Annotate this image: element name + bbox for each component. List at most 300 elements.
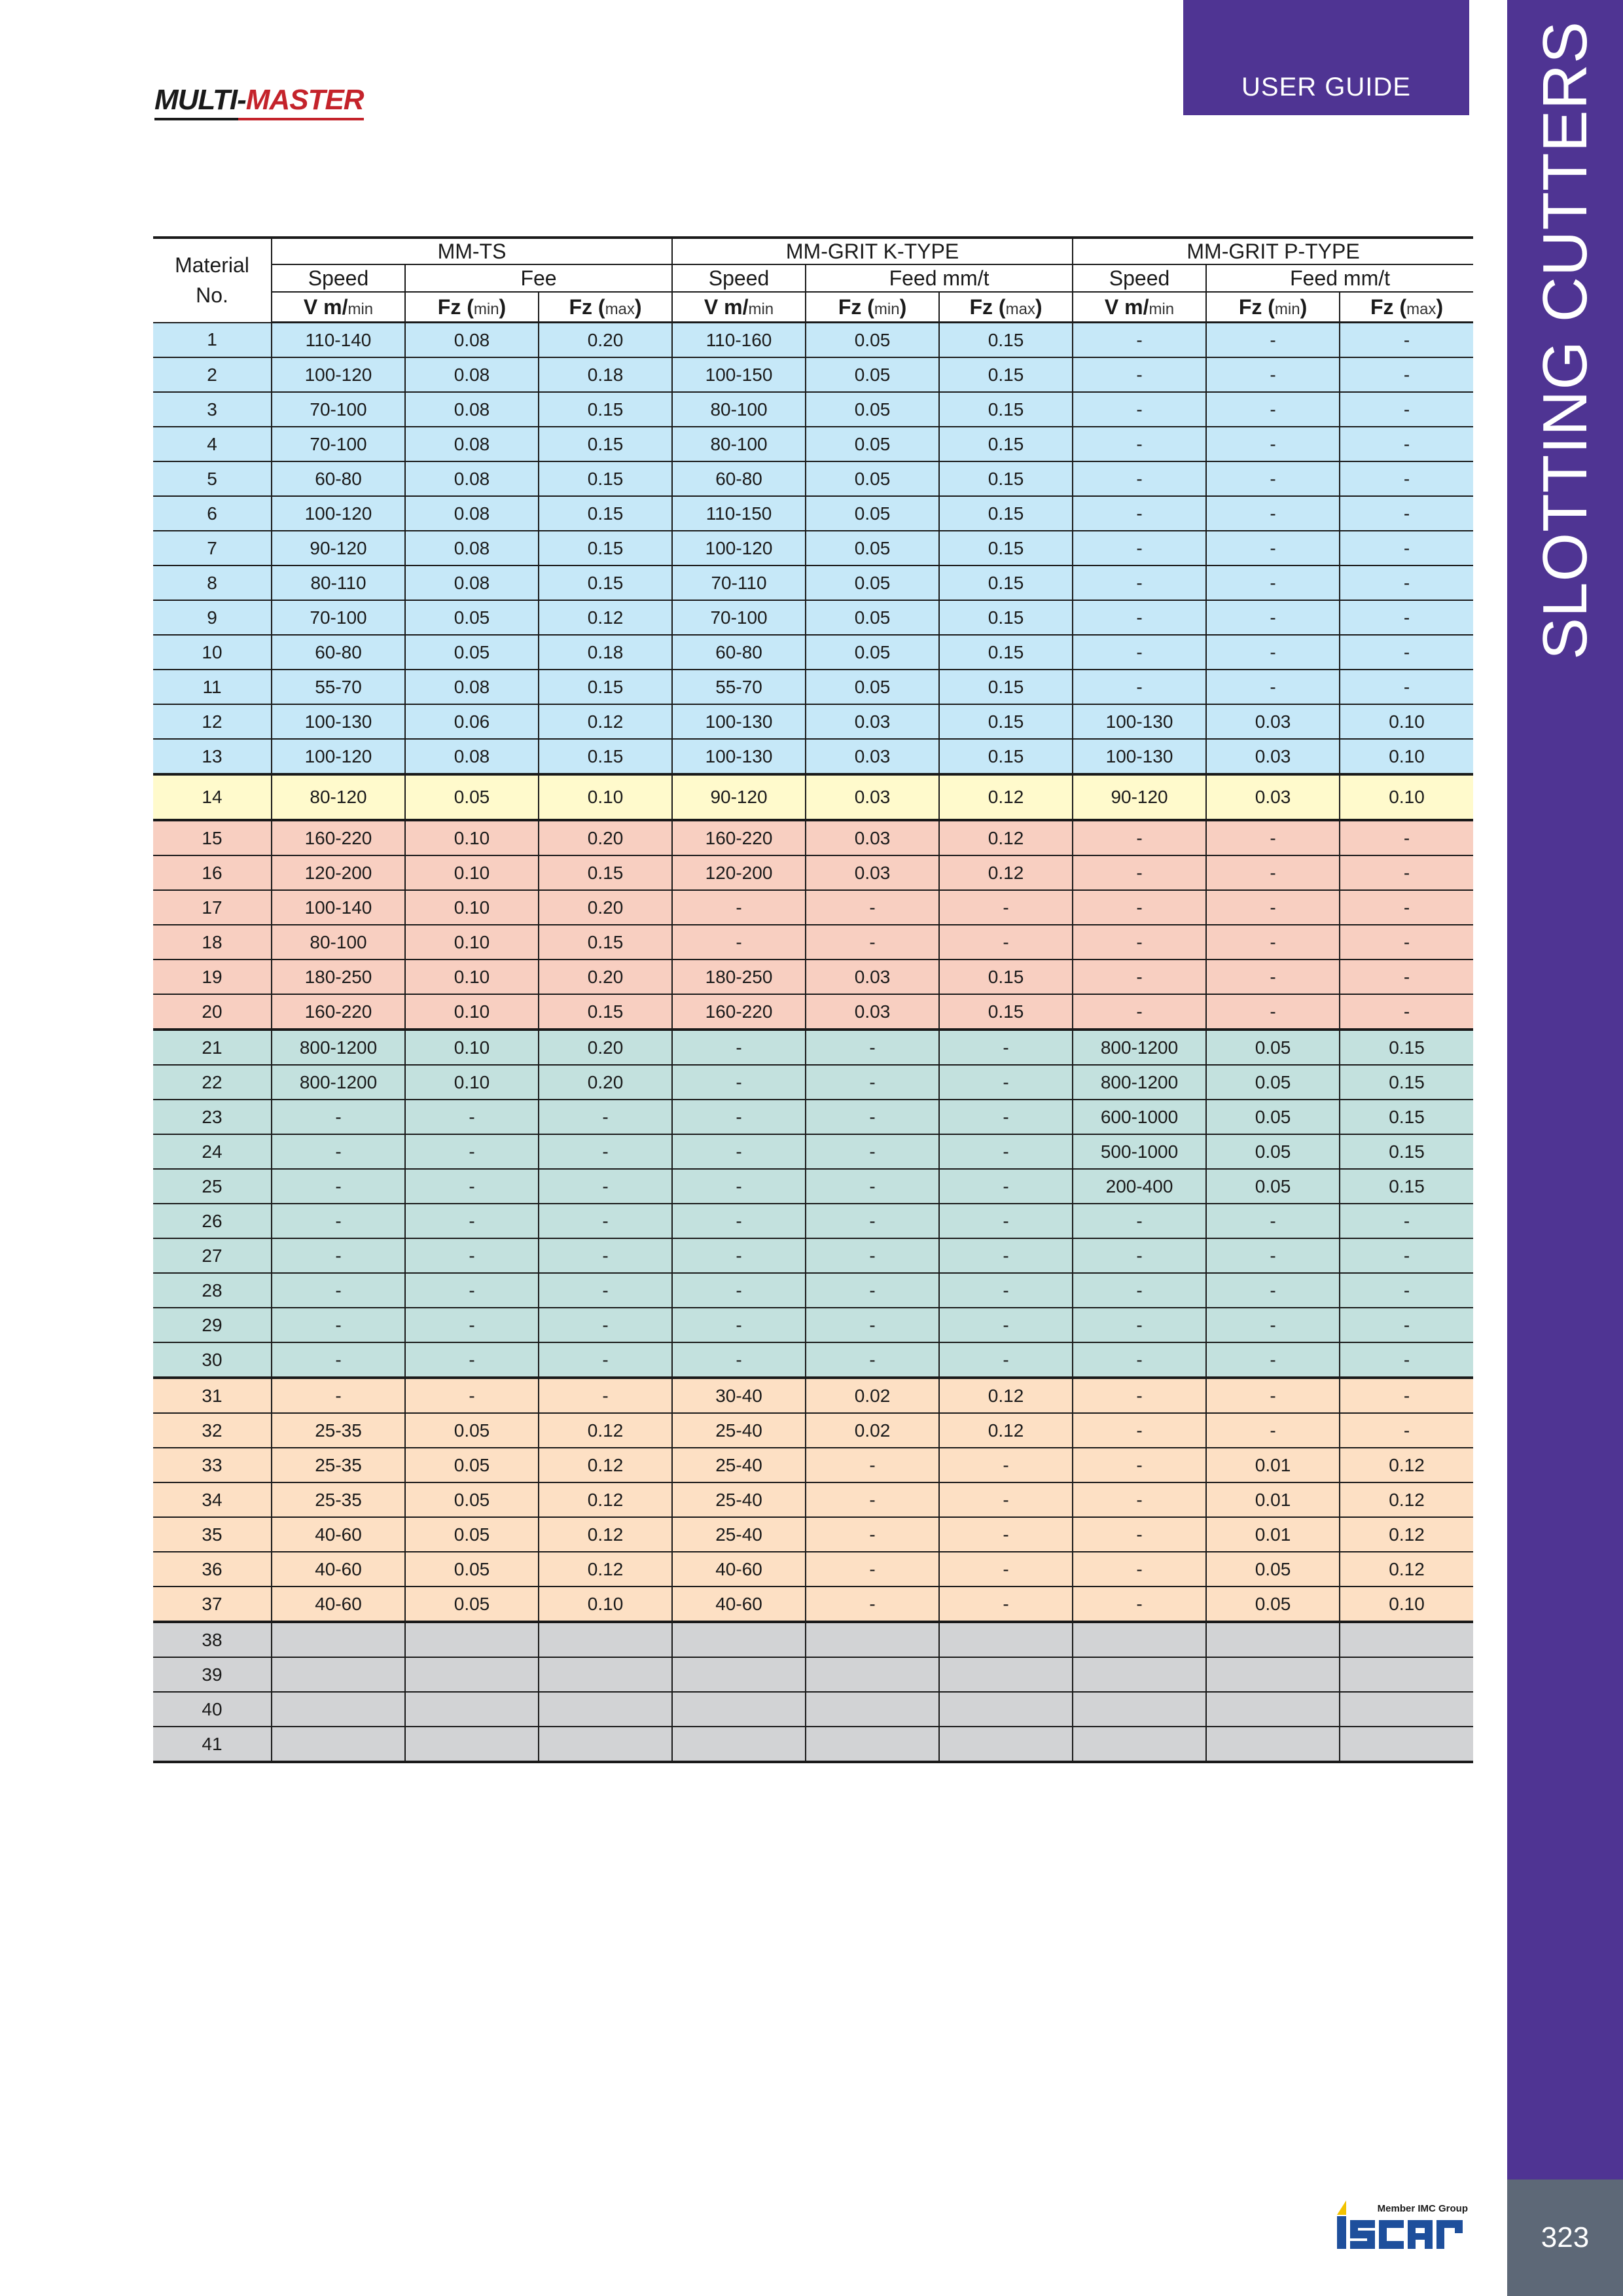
value-cell xyxy=(1073,1657,1206,1692)
value-cell: 0.05 xyxy=(1206,1134,1340,1169)
value-cell: 0.15 xyxy=(939,739,1073,774)
value-cell: - xyxy=(939,1482,1073,1517)
value-cell: - xyxy=(539,1273,672,1308)
value-cell: 0.05 xyxy=(1206,1587,1340,1622)
value-cell: - xyxy=(1206,1413,1340,1448)
table-row xyxy=(153,1030,1473,1065)
section-title: SLOTTING CUTTERS xyxy=(1530,20,1600,660)
fz-max-header: Fz (max) xyxy=(539,292,672,323)
material-no-cell: 28 xyxy=(153,1273,272,1308)
value-cell: 0.05 xyxy=(806,670,939,704)
value-cell: - xyxy=(1340,994,1473,1030)
material-no-cell: 29 xyxy=(153,1308,272,1342)
value-cell: 0.15 xyxy=(539,739,672,774)
value-cell: 0.18 xyxy=(539,635,672,670)
value-cell: - xyxy=(272,1378,405,1413)
value-cell: 0.03 xyxy=(806,704,939,739)
value-cell: 0.12 xyxy=(939,855,1073,890)
brand-logo-underline xyxy=(154,118,364,120)
value-cell: - xyxy=(806,1342,939,1378)
value-cell: - xyxy=(1206,1273,1340,1308)
value-cell: - xyxy=(272,1169,405,1204)
value-cell xyxy=(1073,1727,1206,1762)
value-cell: - xyxy=(806,1065,939,1100)
value-cell: 0.10 xyxy=(405,890,539,925)
value-cell: 0.01 xyxy=(1206,1482,1340,1517)
value-cell: - xyxy=(1206,357,1340,392)
value-cell: 0.01 xyxy=(1206,1448,1340,1482)
value-cell: 0.10 xyxy=(1340,704,1473,739)
value-cell: - xyxy=(1206,531,1340,565)
value-cell: 0.05 xyxy=(806,565,939,600)
value-cell: 70-100 xyxy=(272,600,405,635)
value-cell: 0.15 xyxy=(939,704,1073,739)
value-cell: 0.05 xyxy=(806,600,939,635)
table-row xyxy=(153,531,1473,565)
value-cell: 0.15 xyxy=(939,357,1073,392)
value-cell: 180-250 xyxy=(672,960,806,994)
value-cell: 0.15 xyxy=(939,600,1073,635)
material-no-cell: 31 xyxy=(153,1378,272,1413)
value-cell: - xyxy=(1340,670,1473,704)
value-cell: - xyxy=(1073,323,1206,358)
value-cell: 0.03 xyxy=(806,820,939,855)
table-row xyxy=(153,1448,1473,1482)
material-no-cell: 23 xyxy=(153,1100,272,1134)
value-cell: - xyxy=(405,1100,539,1134)
value-cell: 0.05 xyxy=(405,600,539,635)
value-cell: - xyxy=(1073,1342,1206,1378)
value-cell: 0.10 xyxy=(405,960,539,994)
value-cell: 0.20 xyxy=(539,323,672,358)
value-cell: 0.05 xyxy=(806,635,939,670)
feed-header: Feed mm/t xyxy=(806,264,1073,292)
value-cell: - xyxy=(1340,925,1473,960)
value-cell: 0.12 xyxy=(539,704,672,739)
material-no-cell: 3 xyxy=(153,392,272,427)
value-cell: - xyxy=(1340,960,1473,994)
value-cell: 0.12 xyxy=(539,1517,672,1552)
value-cell: - xyxy=(1206,960,1340,994)
value-cell: - xyxy=(1206,890,1340,925)
material-no-cell: 37 xyxy=(153,1587,272,1622)
value-cell: 0.05 xyxy=(405,774,539,820)
value-cell: - xyxy=(1206,994,1340,1030)
value-cell: 0.05 xyxy=(806,392,939,427)
value-cell: 90-120 xyxy=(1073,774,1206,820)
table-row xyxy=(153,994,1473,1030)
value-cell: 25-35 xyxy=(272,1482,405,1517)
value-cell xyxy=(939,1727,1073,1762)
value-cell: 0.10 xyxy=(539,1587,672,1622)
value-cell xyxy=(539,1692,672,1727)
value-cell: 0.15 xyxy=(539,531,672,565)
value-cell: - xyxy=(1073,496,1206,531)
value-cell xyxy=(539,1727,672,1762)
value-cell xyxy=(1206,1692,1340,1727)
value-cell: - xyxy=(1073,1273,1206,1308)
value-cell: 0.08 xyxy=(405,739,539,774)
value-cell: - xyxy=(1340,357,1473,392)
material-no-cell: 7 xyxy=(153,531,272,565)
value-cell: - xyxy=(1206,1342,1340,1378)
table-row xyxy=(153,1692,1473,1727)
value-cell: 180-250 xyxy=(272,960,405,994)
value-cell: - xyxy=(405,1342,539,1378)
table-row xyxy=(153,890,1473,925)
value-cell: 0.10 xyxy=(405,820,539,855)
value-cell xyxy=(1340,1622,1473,1657)
value-cell: 160-220 xyxy=(272,820,405,855)
value-cell: 0.06 xyxy=(405,704,539,739)
table-row xyxy=(153,1587,1473,1622)
value-cell: - xyxy=(806,1308,939,1342)
value-cell: - xyxy=(1206,496,1340,531)
table-row xyxy=(153,1308,1473,1342)
value-cell xyxy=(1073,1622,1206,1657)
value-cell: - xyxy=(1206,565,1340,600)
value-cell: 90-120 xyxy=(672,774,806,820)
value-cell: - xyxy=(672,1342,806,1378)
value-cell: 160-220 xyxy=(672,820,806,855)
value-cell: - xyxy=(806,1448,939,1482)
value-cell: - xyxy=(806,1517,939,1552)
value-cell: 0.05 xyxy=(405,1482,539,1517)
value-cell: 0.05 xyxy=(1206,1065,1340,1100)
value-cell: 0.05 xyxy=(405,1413,539,1448)
value-cell: - xyxy=(672,1100,806,1134)
value-cell: - xyxy=(806,1552,939,1587)
material-no-cell: 19 xyxy=(153,960,272,994)
value-cell: - xyxy=(1340,461,1473,496)
value-cell: - xyxy=(1073,565,1206,600)
value-cell: 0.08 xyxy=(405,427,539,461)
table-row xyxy=(153,427,1473,461)
value-cell: 0.05 xyxy=(806,496,939,531)
value-cell: 0.12 xyxy=(939,1378,1073,1413)
value-cell: - xyxy=(1206,855,1340,890)
value-cell: - xyxy=(405,1134,539,1169)
value-cell: 40-60 xyxy=(672,1552,806,1587)
value-cell: - xyxy=(1206,635,1340,670)
value-cell: - xyxy=(806,925,939,960)
value-cell: - xyxy=(272,1308,405,1342)
value-cell: - xyxy=(1073,1378,1206,1413)
value-cell: - xyxy=(1206,600,1340,635)
value-cell: 0.08 xyxy=(405,392,539,427)
material-header-line2: No. xyxy=(196,283,228,308)
value-cell: - xyxy=(1073,357,1206,392)
group-header-p-type: MM-GRIT P-TYPE xyxy=(1073,238,1473,264)
value-cell: - xyxy=(1206,1308,1340,1342)
material-no-cell: 25 xyxy=(153,1169,272,1204)
group-header-mm-ts: MM-TS xyxy=(272,238,672,264)
value-cell: - xyxy=(806,890,939,925)
value-cell: - xyxy=(1073,960,1206,994)
value-cell xyxy=(272,1622,405,1657)
material-no-cell: 6 xyxy=(153,496,272,531)
table-row xyxy=(153,1100,1473,1134)
value-cell: - xyxy=(1340,820,1473,855)
value-cell: 0.12 xyxy=(539,1482,672,1517)
value-cell: - xyxy=(272,1238,405,1273)
value-cell: - xyxy=(672,1169,806,1204)
value-cell: - xyxy=(405,1378,539,1413)
value-cell: 100-130 xyxy=(672,739,806,774)
value-cell: 25-40 xyxy=(672,1413,806,1448)
material-no-cell: 38 xyxy=(153,1622,272,1657)
value-cell: - xyxy=(672,1065,806,1100)
value-cell: - xyxy=(1206,427,1340,461)
fz-max-header: Fz (max) xyxy=(1340,292,1473,323)
value-cell: - xyxy=(1206,1238,1340,1273)
value-cell: 0.15 xyxy=(1340,1065,1473,1100)
value-cell: 60-80 xyxy=(272,461,405,496)
value-cell: - xyxy=(1340,427,1473,461)
value-cell xyxy=(272,1692,405,1727)
value-cell: 0.15 xyxy=(1340,1134,1473,1169)
value-cell: 600-1000 xyxy=(1073,1100,1206,1134)
value-cell: 40-60 xyxy=(272,1587,405,1622)
value-cell: 0.08 xyxy=(405,531,539,565)
value-cell: - xyxy=(1073,531,1206,565)
value-cell: 25-40 xyxy=(672,1482,806,1517)
value-cell: - xyxy=(1073,1238,1206,1273)
value-cell: - xyxy=(1340,565,1473,600)
value-cell: 0.15 xyxy=(539,670,672,704)
value-cell: - xyxy=(672,1273,806,1308)
material-header xyxy=(153,238,272,323)
brand-logo-part2: MASTER xyxy=(245,84,364,116)
material-no-cell: 22 xyxy=(153,1065,272,1100)
value-cell: - xyxy=(1073,635,1206,670)
brand-logo-part1: MULTI- xyxy=(154,84,246,116)
value-cell xyxy=(939,1692,1073,1727)
value-cell: - xyxy=(1073,670,1206,704)
value-cell: 200-400 xyxy=(1073,1169,1206,1204)
value-cell: - xyxy=(1340,1413,1473,1448)
value-cell: - xyxy=(272,1134,405,1169)
value-cell: - xyxy=(1340,1204,1473,1238)
value-cell: 0.03 xyxy=(806,774,939,820)
header-row-units xyxy=(153,292,1473,323)
fz-max-header: Fz (max) xyxy=(939,292,1073,323)
value-cell: - xyxy=(939,1517,1073,1552)
value-cell: 55-70 xyxy=(272,670,405,704)
value-cell: - xyxy=(1073,1587,1206,1622)
material-no-cell: 17 xyxy=(153,890,272,925)
value-cell: - xyxy=(939,1204,1073,1238)
value-cell: 25-35 xyxy=(272,1448,405,1482)
value-cell: 0.05 xyxy=(806,531,939,565)
value-cell: 0.10 xyxy=(1340,1587,1473,1622)
speed-unit-header: V m/min xyxy=(1073,292,1206,323)
material-no-cell: 26 xyxy=(153,1204,272,1238)
speed-header: Speed xyxy=(672,264,806,292)
iscar-logo-icon xyxy=(1337,2200,1468,2253)
value-cell: - xyxy=(539,1169,672,1204)
value-cell: 800-1200 xyxy=(1073,1065,1206,1100)
value-cell: 60-80 xyxy=(272,635,405,670)
material-header-line1: Material xyxy=(175,253,249,278)
value-cell xyxy=(672,1727,806,1762)
value-cell: 90-120 xyxy=(272,531,405,565)
table-row xyxy=(153,774,1473,820)
table-row xyxy=(153,1622,1473,1657)
table-row xyxy=(153,1657,1473,1692)
value-cell: 0.05 xyxy=(806,357,939,392)
material-no-cell: 35 xyxy=(153,1517,272,1552)
value-cell: 0.15 xyxy=(539,496,672,531)
table-row xyxy=(153,960,1473,994)
value-cell: 0.15 xyxy=(539,565,672,600)
value-cell: 0.08 xyxy=(405,496,539,531)
value-cell: 60-80 xyxy=(672,461,806,496)
value-cell xyxy=(405,1622,539,1657)
value-cell: 0.15 xyxy=(939,994,1073,1030)
value-cell: 110-150 xyxy=(672,496,806,531)
value-cell: 0.15 xyxy=(539,461,672,496)
table-row xyxy=(153,496,1473,531)
material-no-cell: 18 xyxy=(153,925,272,960)
value-cell: - xyxy=(1073,1204,1206,1238)
material-no-cell: 14 xyxy=(153,774,272,820)
value-cell: - xyxy=(539,1238,672,1273)
value-cell: 0.12 xyxy=(939,820,1073,855)
material-no-cell: 39 xyxy=(153,1657,272,1692)
value-cell: - xyxy=(939,925,1073,960)
table-row xyxy=(153,1169,1473,1204)
value-cell: 25-40 xyxy=(672,1517,806,1552)
material-no-cell: 24 xyxy=(153,1134,272,1169)
value-cell: - xyxy=(939,890,1073,925)
value-cell: 80-120 xyxy=(272,774,405,820)
table-row xyxy=(153,739,1473,774)
value-cell: - xyxy=(1340,323,1473,358)
value-cell: 0.15 xyxy=(939,427,1073,461)
table-row xyxy=(153,635,1473,670)
value-cell: - xyxy=(1206,323,1340,358)
value-cell: 70-100 xyxy=(272,427,405,461)
value-cell xyxy=(806,1727,939,1762)
value-cell: - xyxy=(1206,925,1340,960)
material-no-cell: 30 xyxy=(153,1342,272,1378)
value-cell: - xyxy=(806,1273,939,1308)
value-cell: - xyxy=(1340,1238,1473,1273)
material-no-cell: 34 xyxy=(153,1482,272,1517)
material-no-cell: 16 xyxy=(153,855,272,890)
value-cell xyxy=(672,1622,806,1657)
value-cell: 110-140 xyxy=(272,323,405,358)
value-cell: 100-130 xyxy=(1073,739,1206,774)
value-cell xyxy=(939,1622,1073,1657)
value-cell: - xyxy=(939,1169,1073,1204)
value-cell: 0.08 xyxy=(405,565,539,600)
value-cell: - xyxy=(1340,531,1473,565)
material-no-cell: 27 xyxy=(153,1238,272,1273)
value-cell: - xyxy=(939,1273,1073,1308)
value-cell: - xyxy=(539,1134,672,1169)
value-cell: 0.10 xyxy=(405,925,539,960)
value-cell: 100-150 xyxy=(672,357,806,392)
value-cell: - xyxy=(1340,1378,1473,1413)
value-cell: 800-1200 xyxy=(272,1030,405,1065)
value-cell: 40-60 xyxy=(272,1552,405,1587)
value-cell: 110-160 xyxy=(672,323,806,358)
value-cell: 0.15 xyxy=(939,635,1073,670)
value-cell: 40-60 xyxy=(672,1587,806,1622)
material-no-cell: 15 xyxy=(153,820,272,855)
value-cell: - xyxy=(1206,670,1340,704)
speed-header: Speed xyxy=(1073,264,1206,292)
iscar-wordmark-icon xyxy=(1337,2200,1468,2253)
value-cell: 55-70 xyxy=(672,670,806,704)
material-no-cell: 33 xyxy=(153,1448,272,1482)
table-row xyxy=(153,1065,1473,1100)
value-cell: - xyxy=(272,1204,405,1238)
value-cell: 0.03 xyxy=(806,855,939,890)
value-cell: - xyxy=(806,1238,939,1273)
value-cell: 0.15 xyxy=(1340,1030,1473,1065)
value-cell: 800-1200 xyxy=(1073,1030,1206,1065)
value-cell: - xyxy=(1340,1342,1473,1378)
value-cell: 160-220 xyxy=(272,994,405,1030)
value-cell: 0.05 xyxy=(1206,1100,1340,1134)
value-cell: 0.05 xyxy=(806,461,939,496)
value-cell: 0.12 xyxy=(1340,1552,1473,1587)
value-cell: 0.20 xyxy=(539,890,672,925)
value-cell xyxy=(672,1692,806,1727)
value-cell: - xyxy=(405,1273,539,1308)
value-cell: 800-1200 xyxy=(272,1065,405,1100)
value-cell: - xyxy=(806,1482,939,1517)
value-cell: 0.15 xyxy=(939,392,1073,427)
value-cell: 0.05 xyxy=(1206,1030,1340,1065)
value-cell: - xyxy=(1073,820,1206,855)
table-body xyxy=(153,323,1473,1763)
table-row xyxy=(153,1727,1473,1762)
value-cell: 0.05 xyxy=(405,1552,539,1587)
feed-header: Feed mm/t xyxy=(1206,264,1473,292)
value-cell: - xyxy=(672,1308,806,1342)
value-cell: - xyxy=(539,1100,672,1134)
value-cell xyxy=(1073,1692,1206,1727)
value-cell: 0.12 xyxy=(539,1448,672,1482)
material-no-cell: 12 xyxy=(153,704,272,739)
value-cell: - xyxy=(939,1100,1073,1134)
value-cell: 0.15 xyxy=(939,496,1073,531)
material-no-cell: 4 xyxy=(153,427,272,461)
value-cell xyxy=(272,1727,405,1762)
value-cell: 0.12 xyxy=(1340,1482,1473,1517)
value-cell: 0.03 xyxy=(1206,739,1340,774)
value-cell: - xyxy=(1206,392,1340,427)
value-cell: - xyxy=(1340,855,1473,890)
value-cell: - xyxy=(1073,1517,1206,1552)
material-no-cell: 20 xyxy=(153,994,272,1030)
fz-min-header: Fz (min) xyxy=(1206,292,1340,323)
value-cell: 70-100 xyxy=(672,600,806,635)
value-cell: - xyxy=(1206,1204,1340,1238)
value-cell: - xyxy=(539,1378,672,1413)
value-cell: - xyxy=(1073,925,1206,960)
value-cell: - xyxy=(405,1238,539,1273)
value-cell xyxy=(405,1692,539,1727)
fz-min-header: Fz (min) xyxy=(405,292,539,323)
value-cell: 25-40 xyxy=(672,1448,806,1482)
value-cell: - xyxy=(1340,635,1473,670)
value-cell: - xyxy=(939,1238,1073,1273)
